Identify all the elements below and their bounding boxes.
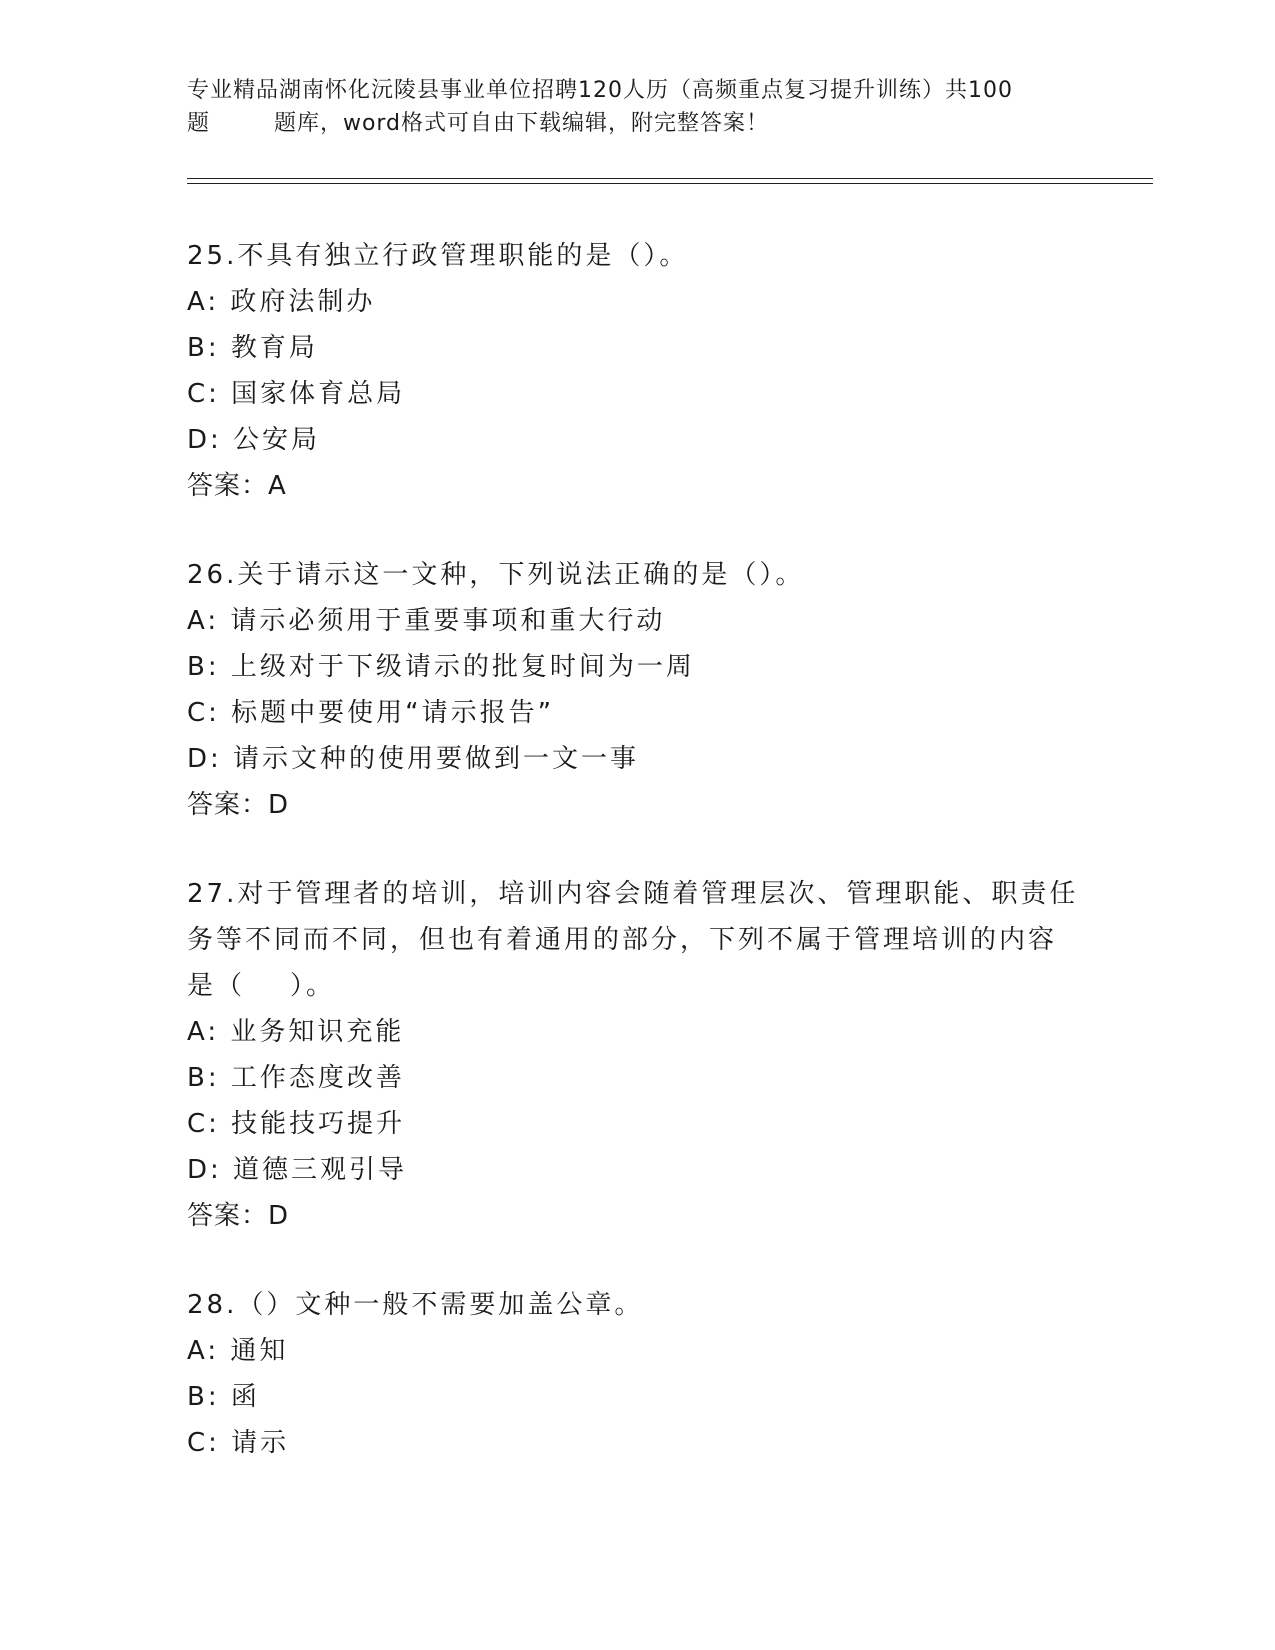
answer: 答案：D <box>187 790 290 820</box>
question-text: 26.关于请示这一文种，下列说法正确的是（）。 <box>187 560 805 590</box>
option-c: C: 技能技巧提升 <box>187 1109 406 1139</box>
option-b: B: 教育局 <box>187 333 318 363</box>
option-b: B: 工作态度改善 <box>187 1063 405 1093</box>
option-c: C: 国家体育总局 <box>187 379 406 409</box>
question-text-line3: 是（ ）。 <box>187 971 336 1001</box>
question-25 <box>187 233 1087 509</box>
question-text: 25.不具有独立行政管理职能的是（）。 <box>187 241 689 271</box>
option-c: C: 标题中要使用“请示报告” <box>187 698 555 728</box>
option-d: D: 请示文种的使用要做到一文一事 <box>187 744 640 774</box>
header-divider-top <box>187 178 1153 179</box>
option-d: D: 道德三观引导 <box>187 1155 408 1185</box>
option-a: A: 业务知识充能 <box>187 1017 405 1047</box>
option-c: C: 请示 <box>187 1428 290 1458</box>
header-title-line1: 专业精品湖南怀化沅陵县事业单位招聘120人历（高频重点复习提升训练）共100 <box>187 78 1013 103</box>
question-text: 28.（）文种一般不需要加盖公章。 <box>187 1290 644 1320</box>
question-text-line2: 务等不同而不同，但也有着通用的部分，下列不属于管理培训的内容 <box>187 925 1058 955</box>
option-a: A: 通知 <box>187 1336 289 1366</box>
question-text-line1: 27.对于管理者的培训，培训内容会随着管理层次、管理职能、职责任 <box>187 879 1079 909</box>
option-a: A: 政府法制办 <box>187 287 376 317</box>
answer: 答案：D <box>187 1201 290 1231</box>
option-a: A: 请示必须用于重要事项和重大行动 <box>187 606 666 636</box>
header-title-line2: 题 题库，word格式可自由下载编辑，附完整答案！ <box>187 111 770 136</box>
question-26 <box>187 552 1087 828</box>
option-b: B: 上级对于下级请示的批复时间为一周 <box>187 652 695 682</box>
question-28 <box>187 1282 1087 1466</box>
answer: 答案：A <box>187 471 287 501</box>
question-27 <box>187 871 1087 1239</box>
document-header <box>187 74 1087 140</box>
option-b: B: 函 <box>187 1382 260 1412</box>
header-divider-bottom <box>187 183 1153 184</box>
option-d: D: 公安局 <box>187 425 321 455</box>
